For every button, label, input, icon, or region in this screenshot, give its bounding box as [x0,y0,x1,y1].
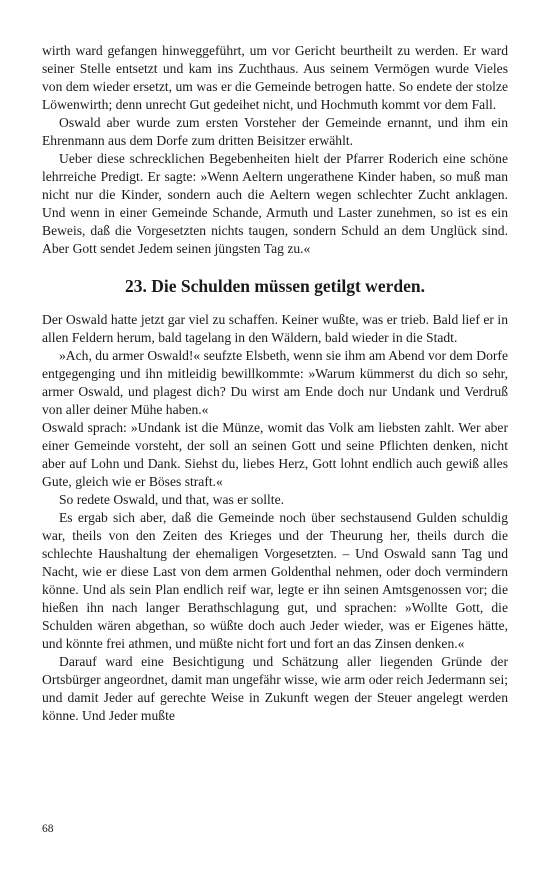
paragraph: So redete Oswald, und that, was er sollte. [59,492,285,507]
page-number: 68 [42,823,54,835]
paragraph: Oswald sprach: »Undank ist die Münze, womit das Volk am liebsten zahlt. Wer aber einer Gemeinde vorsteht, der soll an seinen Gott und seine Pflichten denken, nicht aber auf Lohn und Dank. Siehst du, liebes Herz, Gott lohnt endlich auch gewiß alles Gute, gleich wie er Böses straft.« [42,420,508,489]
chapter-heading: 23. Die Schulden müssen getilgt werden. [125,276,425,296]
paragraph: Darauf ward eine Besichtigung und Schätzung aller liegenden Gründe der Ortsbürger angeordnet, damit man ungefähr wisse, wie arm oder reich Jedermann sei; und damit Jeder auf gerechte Weise in Zukunft wegen der Steuer angelegt werden könne. Und Jeder mußte [42,654,508,723]
paragraph: Ueber diese schrecklichen Begebenheiten hielt der Pfarrer Roderich eine schöne lehrreiche Predigt. Er sagte: »Wenn Aeltern ungerathene Kinder haben, so muß man nicht nur die Kinder, sondern auch die Aeltern wegen schlechter Zucht anklagen. Und wenn in einer Gemeinde Schande, Armuth und Laster zunehmen, so ist es ein Beweis, daß die Vorgesetzten nichts taugen, sondern Schuld an dem Unglück sind. Aber Gott sendet Jedem seinen jüngsten Tag zu.« [42,151,508,256]
paragraph: »Ach, du armer Oswald!« seufzte Elsbeth, wenn sie ihm am Abend vor dem Dorfe entgegenging und ihn mitleidig bewillkommte: »Warum kümmerst du dich so sehr, armer Oswald, und plagest dich? Du wirst am Ende doch nur Undank und Verdruß von aller deiner Mühe haben.« [42,348,508,417]
paragraph: Es ergab sich aber, daß die Gemeinde noch über sechstausend Gulden schuldig war, theils von den Zeiten des Krieges und der Theurung her, theils durch die schlechte Haushaltung der ehemaligen Vorgesetzten. – Und Oswald sann Tag und Nacht, wie er diese Last von dem armen Goldenthal nehmen, oder doch vermindern könne. Und als sein Plan endlich reif war, legte er ihn seinen Amtsgenossen vor; die hießen ihn nach langer Berathschlagung gut, und sprachen: »Wollte Gott, die Schulden wären abgethan, so wüßte doch auch Jeder wieder, was er Eigenes hätte, und könnte frei athmen, und müßte nicht fort und fort an das Zinsen denken.« [42,510,508,651]
paragraph: Der Oswald hatte jetzt gar viel zu schaffen. Keiner wußte, was er trieb. Bald lief er in allen Feldern herum, bald tagelang in den Wäldern, bald wieder in die Stadt. [42,312,508,345]
paragraph: wirth ward gefangen hinweggeführt, um vor Gericht beurtheilt zu werden. Er ward seiner Stelle entsetzt und kam ins Zuchthaus. Aus seinem Vermögen wurde Vieles von dem wieder ersetzt, um was er die Gemeinde betrogen hatte. So endete der stolze Löwenwirth; denn unrecht Gut gedeihet nicht, und Hochmuth kommt vor dem Fall. [42,43,508,112]
paragraph: Oswald aber wurde zum ersten Vorsteher der Gemeinde ernannt, und ihm ein Ehrenmann aus dem Dorfe zum dritten Beisitzer erwählt. [42,115,508,148]
page-body [42,42,508,725]
